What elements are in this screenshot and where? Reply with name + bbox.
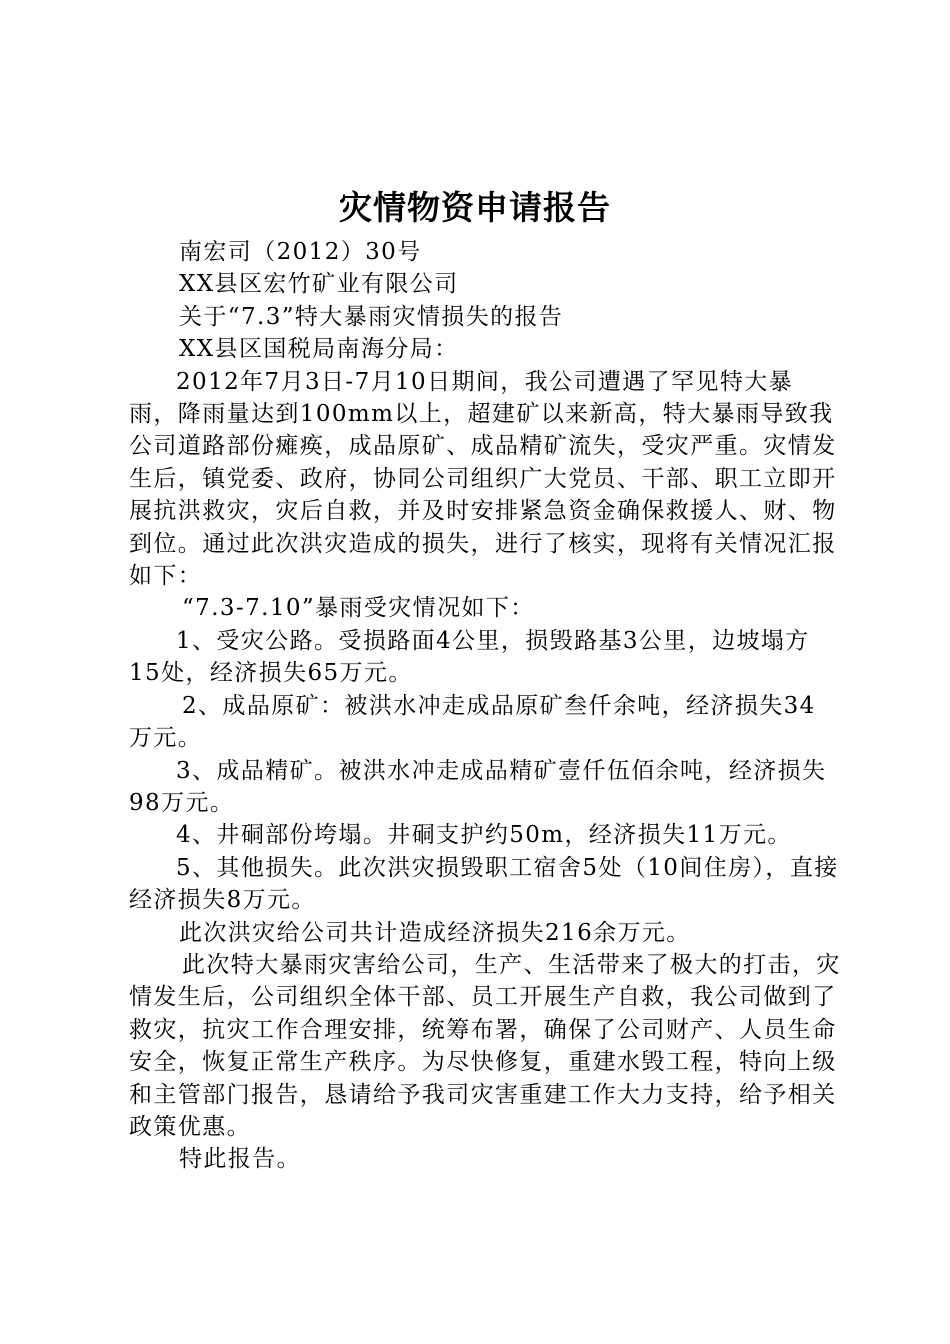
doc-number-line: 南宏司（2012）30号 [179,239,422,265]
intro-paragraph: 2012年7月3日-7月10日期间，我公司遭遇了罕见特大暴雨，降雨量达到100mm以上，超建矿以来新高，特大暴雨导致我公司道路部份瘫痪，成品原矿、成品精矿流失，受灾严重。灾情发生后，镇党委、政府，协同公司组织广大党员、干部、职工立即开展抗洪救灾，灾后自救，并及时安排紧急资金确保救援人、财、物到位。通过此次洪灾造成的损失，进行了核实，现将有关情况汇报如下： [129,368,837,590]
sign-off-line: 特此报告。 [179,1146,301,1173]
loss-item-2: 2、成品原矿：被洪水冲走成品原矿叁仟余吨，经济损失34 [182,692,816,719]
subject-line: 关于“7.3”特大暴雨灾情损失的报告 [179,303,564,330]
document-body [129,236,841,1176]
company-line: XX县区宏竹矿业有限公司 [179,271,459,298]
loss-item-3: 3、成品精矿。被洪水冲走成品精矿壹仟伍佰余吨，经济损失98万元。 [129,757,827,816]
total-loss-line: 此次洪灾给公司共计造成经济损失216余万元。 [179,919,691,946]
loss-item-5: 5、其他损失。此次洪灾损毁职工宿舍5处（10间住房），直接经济损失8万元。 [129,854,839,914]
closing-paragraph: 此次特大暴雨灾害给公司，生产、生活带来了极大的打击，灾情发生后，公司组织全体干部、员工开展生产自救，我公司做到了救灾，抗灾工作合理安排，统筹布署，确保了公司财产、人员生命安全，恢复正常生产秩序。为尽快修复，重建水毁工程，特向上级和主管部门报告，恳请给予我司灾害重建工作大力支持，给予相关政策优惠。 [129,951,841,1140]
section-heading: “7.3-7.10”暴雨受灾情况如下： [182,595,535,622]
loss-item-1: 1、受灾公路。受损路面4公里，损毁路基3公里，边坡塌方15处，经济损失65万元。 [129,627,810,687]
loss-item-4: 4、井硐部份垮塌。井硐支护约50m，经济损失11万元。 [176,822,792,849]
addressee-line: XX县区国税局南海分局： [179,336,459,363]
document-title: 灾情物资申请报告 [339,188,611,227]
loss-item-2-continuation: 万元。 [129,725,203,752]
